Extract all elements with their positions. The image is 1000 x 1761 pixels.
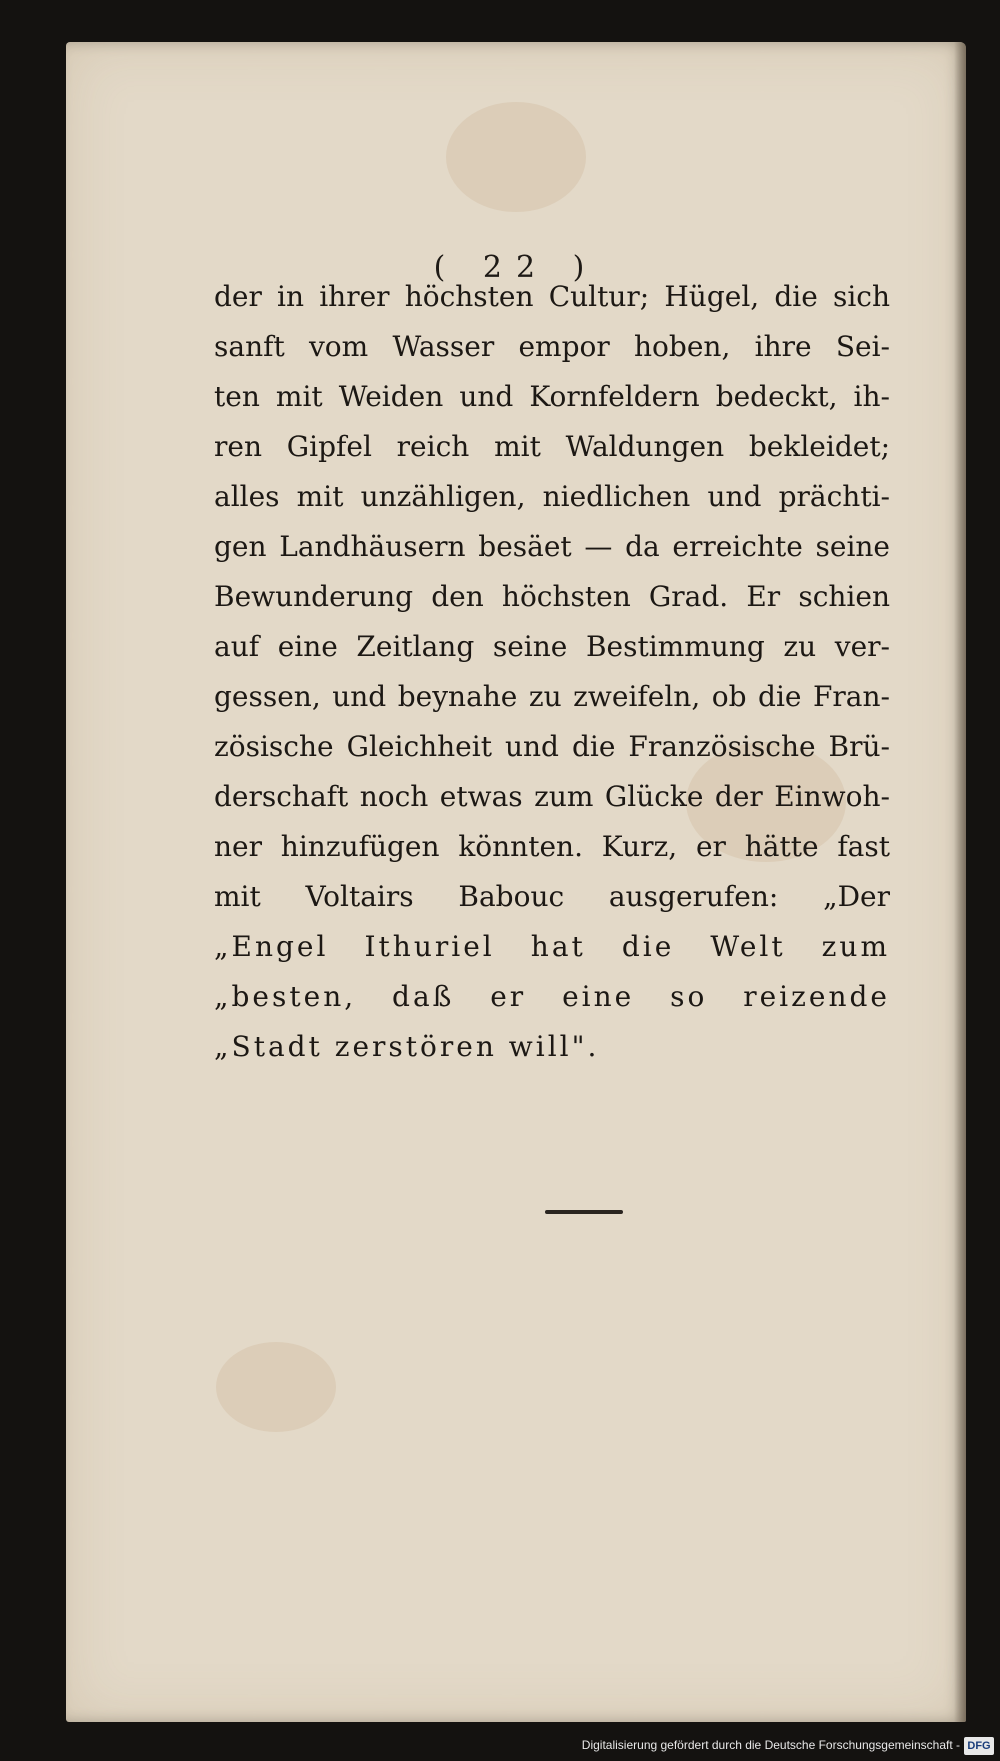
digitization-credit: Digitalisierung gefördert durch die Deutsche Forschungsgemeinschaft - [581,1738,960,1752]
paper-stain [216,1342,336,1432]
text-line: alles mit unzähligen, niedlichen und prächti- [214,480,890,513]
text-line: Bewunderung den höchsten Grad. Er schien [214,580,890,613]
section-rule [545,1210,623,1214]
text-line: zösische Gleichheit und die Französische Brü- [214,730,890,763]
text-line: ten mit Weiden und Kornfeldern bedeckt, ih- [214,380,890,413]
paper-stain [446,102,586,212]
text-line: der in ihrer höchsten Cultur; Hügel, die sich [214,280,890,313]
page-edge-shadow [954,42,966,1722]
text-line: gen Landhäusern besäet — da erreichte seine [214,530,890,563]
page-number: ( 22 ) [433,250,599,285]
text-line-quote: „Stadt zerstören will". [214,1030,600,1063]
text-line: derschaft noch etwas zum Glücke der Einwoh- [214,780,890,813]
text-line-quote: „besten, daß er eine so reizende [214,980,890,1013]
text-line: ner hinzufügen könnten. Kurz, er hätte fast [214,830,890,863]
text-line: sanft vom Wasser empor hoben, ihre Sei- [214,330,890,363]
dfg-logo: DFG [964,1737,994,1755]
text-line: mit Voltairs Babouc ausgerufen: „Der [214,880,890,913]
body-text [214,272,890,1072]
text-line: ren Gipfel reich mit Waldungen bekleidet; [214,430,890,463]
text-line: gessen, und beynahe zu zweifeln, ob die Fran- [214,680,890,713]
text-line-quote: „Engel Ithuriel hat die Welt zum [214,930,890,963]
text-line: auf eine Zeitlang seine Bestimmung zu ver- [214,630,890,663]
